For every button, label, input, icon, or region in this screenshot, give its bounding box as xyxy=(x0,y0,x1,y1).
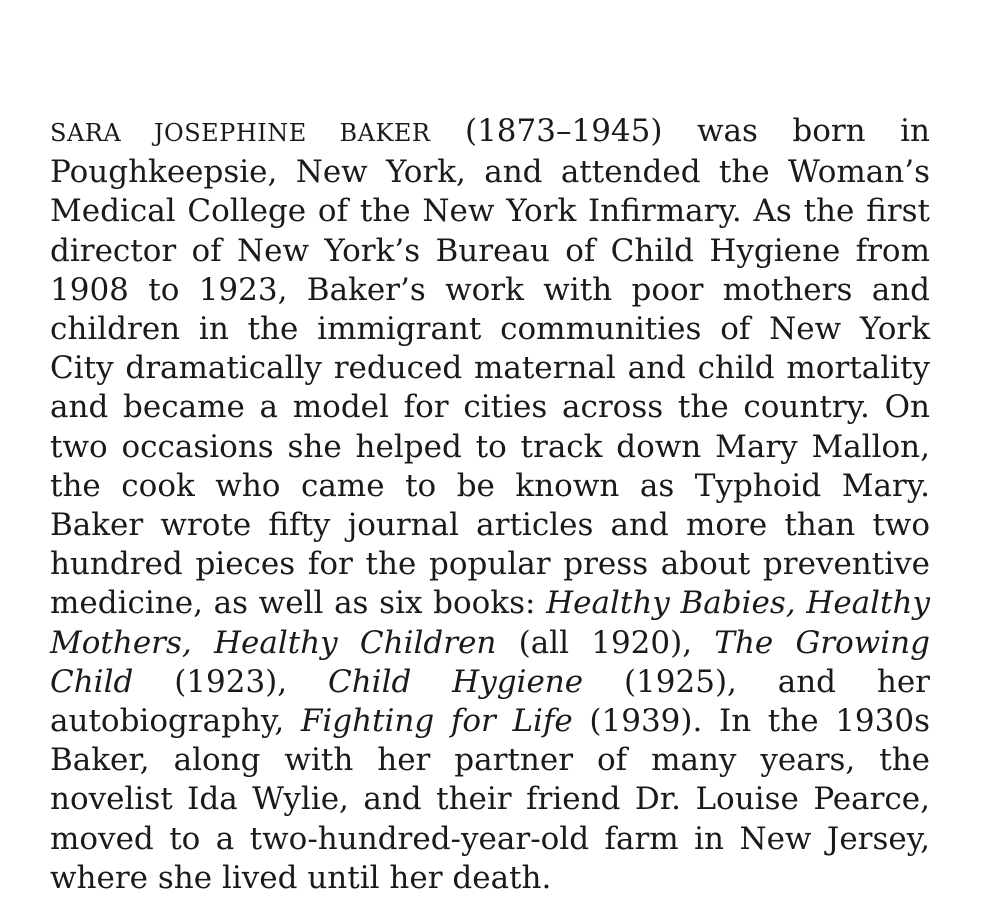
book-title: Fighting for Life xyxy=(300,703,573,740)
bio-text: (1873–1945) was born in Poughkeepsie, New York, and attended the Woman’s Medical College of the New York Infirmary. As the first director of New York’s Bureau of Child Hygiene from 1908 to 1923, Baker’s work with poor mothers and children in the immigrant communities of New York City dramatically reduced maternal and child mortality and became a model for cities across the country. On two occasions she helped to track down Mary Mallon, the cook who came to be known as Typhoid Mary. Baker wrote fifty journal articles and more than two hundred pieces for the popular press about preventive medicine, as well as six books: xyxy=(50,113,930,622)
book-title: The Growing Child xyxy=(50,624,930,700)
bio-text: (all 1920), xyxy=(496,624,715,661)
page xyxy=(50,112,930,898)
book-title: Child Hygiene xyxy=(327,663,584,700)
bio-text: (1939). In the 1930s Baker, along with her partner of many years, the novelist Ida Wylie, and their friend Dr. Louise Pearce, moved to a two-hundred-year-old farm in New Jersey, where she lived until her death. xyxy=(50,703,930,896)
bio-text: (1923), xyxy=(133,663,328,700)
subject-name: SARA JOSEPHINE BAKER xyxy=(50,119,431,147)
biography-paragraph xyxy=(50,112,930,898)
book-title: Healthy Babies, Healthy Mothers, Healthy Children xyxy=(50,585,930,661)
bio-text: (1925), and her autobiography, xyxy=(50,663,930,740)
